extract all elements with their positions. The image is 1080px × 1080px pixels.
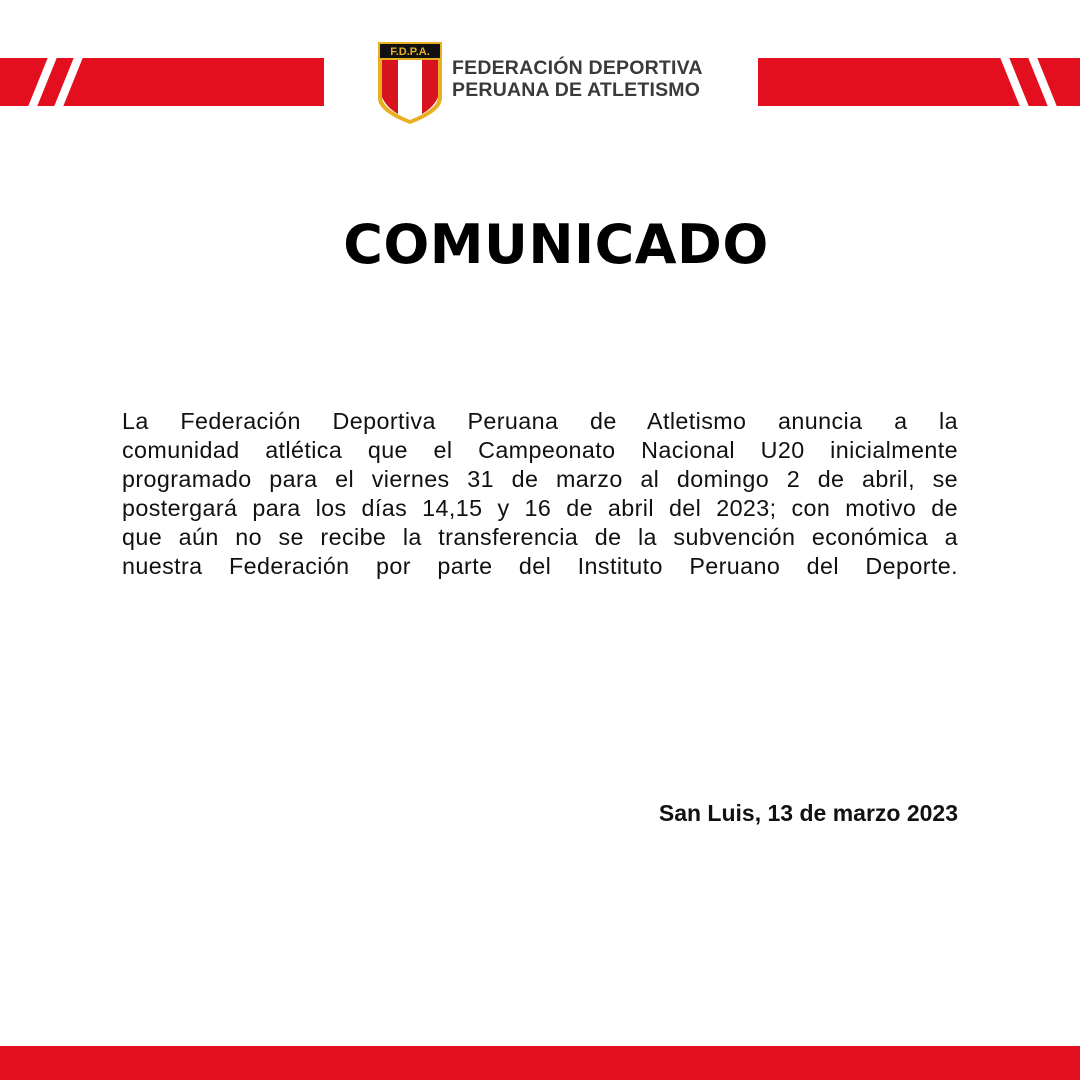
body-line: postergará para los días 14,15 y 16 de abril del 2023; con motivo de [122,495,958,521]
logo-text: F.D.P.A. [390,46,430,58]
header-stripe [998,58,1031,106]
footer-band [0,1046,1080,1080]
header-stripe [52,58,85,106]
org-name-line1: FEDERACIÓN DEPORTIVA [452,57,703,79]
body-line: nuestra Federación por parte del Instituto Peruano del Deporte. [122,553,958,579]
body-line: programado para el viernes 31 de marzo al domingo 2 de abril, se [122,466,958,492]
body-line: comunidad atlética que el Campeonato Nacional U20 inicialmente [122,437,958,463]
place-date: San Luis, 13 de marzo 2023 [658,800,958,826]
communique-body [122,407,958,581]
fdpa-shield-logo [376,40,444,126]
header-band-left [0,58,324,106]
header-stripe [26,58,59,106]
org-name-line2: PERUANA DE ATLETISMO [452,79,701,101]
header-band-right [758,58,1080,106]
body-line: La Federación Deportiva Peruana de Atletismo anuncia a la [122,408,958,434]
organization-name [452,57,742,101]
page-title: COMUNICADO [343,213,769,276]
body-line: que aún no se recibe la transferencia de la subvención económica a [122,524,958,550]
header-stripe [1026,58,1059,106]
